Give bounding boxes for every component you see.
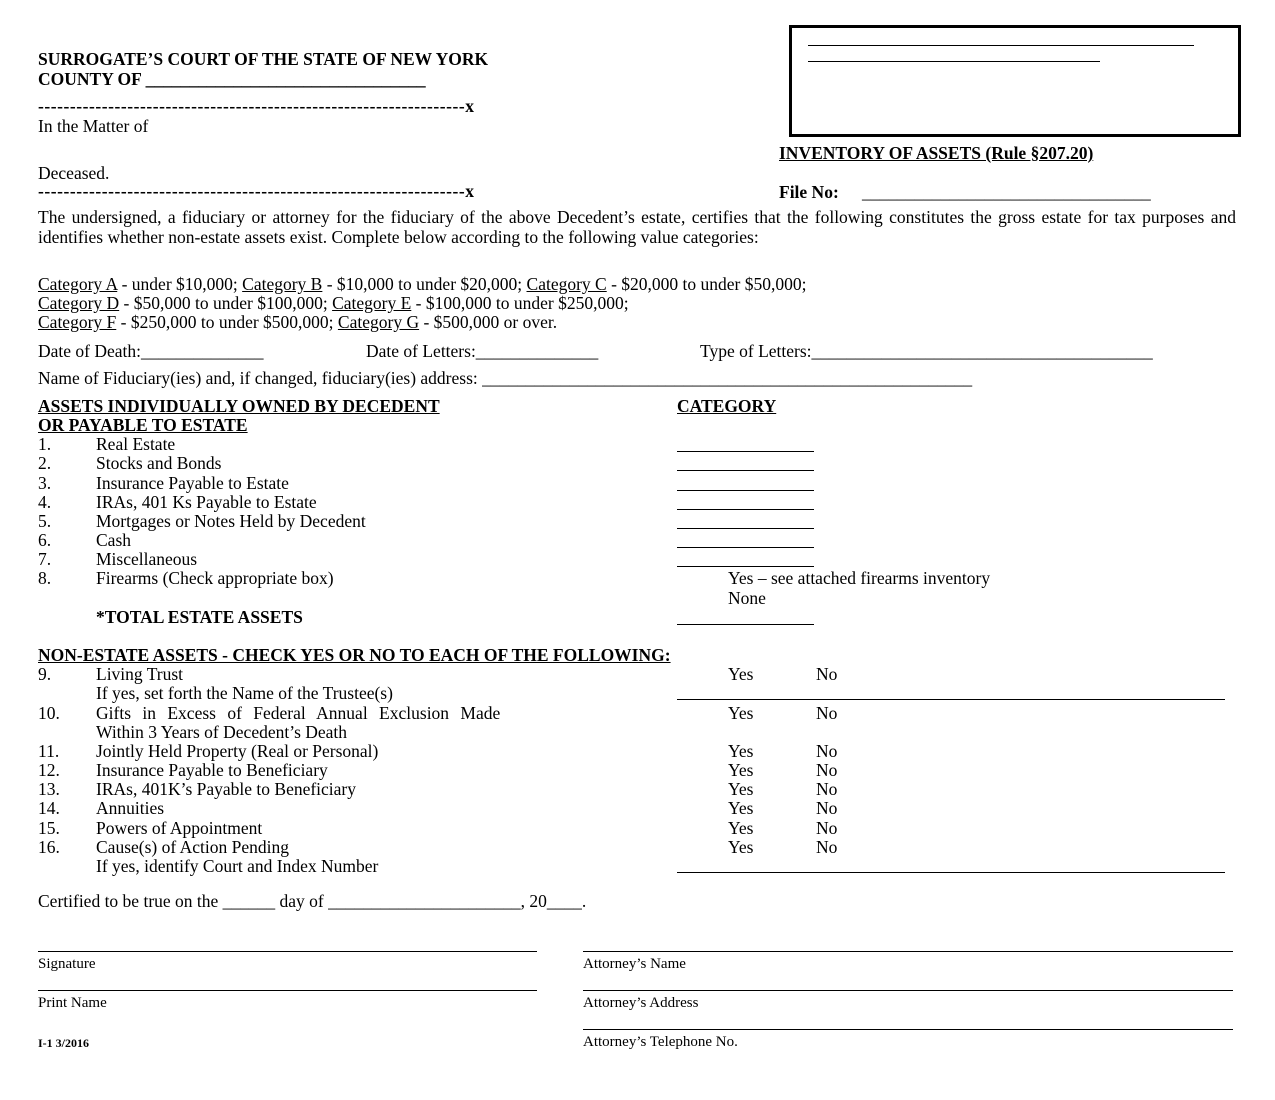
asset-num: 3. [38, 473, 52, 493]
asset-label: Real Estate [96, 434, 176, 454]
category-a-label: Category A [38, 274, 118, 294]
asset-category-field[interactable] [677, 528, 814, 529]
yes-option[interactable]: Yes [728, 837, 754, 857]
asset-label: Cash [96, 530, 131, 550]
asset-label: Miscellaneous [96, 549, 198, 569]
intro-paragraph: The undersigned, a fiduciary or attorney for the fiduciary of the above Decedent’s estate, certifies that the following constitutes the gross estate for tax purposes and identifies whether non-estate assets exist. Complete below according to the following value categories: [38, 207, 1236, 247]
category-line-1 [38, 275, 807, 294]
county-field[interactable]: COUNTY OF ________________________________ [38, 69, 426, 89]
matter-label: In the Matter of [38, 116, 149, 136]
attorney-phone-label: Attorney’s Telephone No. [583, 1034, 738, 1050]
caption-divider-bottom: -------------------------------------------------------------------x [38, 181, 475, 201]
yes-option[interactable]: Yes [728, 741, 754, 761]
trustee-name-field[interactable] [677, 699, 1225, 700]
no-option[interactable]: No [816, 741, 838, 761]
asset-num: 8. [38, 568, 52, 588]
nonestate-num: 13. [38, 779, 60, 799]
form-code: I-1 3/2016 [38, 1036, 89, 1050]
nonestate-heading: NON-ESTATE ASSETS - CHECK YES OR NO TO EACH OF THE FOLLOWING: [38, 645, 671, 665]
no-option[interactable]: No [816, 818, 838, 838]
form-title: INVENTORY OF ASSETS (Rule §207.20) [779, 143, 1094, 163]
category-b-label: Category B [242, 274, 323, 294]
nonestate-label: Gifts in Excess of Federal Annual Exclusion Made [96, 703, 501, 723]
nonestate-label: IRAs, 401K’s Payable to Beneficiary [96, 779, 357, 799]
category-e-desc: - $100,000 to under $250,000; [411, 293, 629, 313]
category-c-desc: - $20,000 to under $50,000; [606, 274, 807, 294]
nonestate-label: Jointly Held Property (Real or Personal) [96, 741, 379, 761]
asset-num: 4. [38, 492, 52, 512]
date-of-death-field[interactable]: Date of Death:______________ [38, 341, 264, 361]
fiduciary-field[interactable]: Name of Fiduciary(ies) and, if changed, fiduciary(ies) address: ________________________________________________________ [38, 368, 973, 388]
gifts-continuation: Within 3 Years of Decedent’s Death [96, 722, 348, 742]
nonestate-num: 11. [38, 741, 60, 761]
attorney-phone-field[interactable] [583, 1029, 1233, 1030]
asset-label: IRAs, 401 Ks Payable to Estate [96, 492, 317, 512]
total-category-field[interactable] [677, 624, 814, 625]
asset-category-field[interactable] [677, 547, 814, 548]
asset-label: Insurance Payable to Estate [96, 473, 289, 493]
category-line-2 [38, 294, 629, 313]
asset-num: 7. [38, 549, 52, 569]
no-option[interactable]: No [816, 760, 838, 780]
yes-option[interactable]: Yes [728, 798, 754, 818]
category-line-3 [38, 313, 557, 332]
no-option[interactable]: No [816, 664, 838, 684]
print-name-field[interactable] [38, 990, 537, 991]
asset-label: Firearms (Check appropriate box) [96, 568, 334, 588]
category-e-label: Category E [332, 293, 412, 313]
asset-category-field[interactable] [677, 490, 814, 491]
category-c-label: Category C [526, 274, 607, 294]
asset-label: Stocks and Bonds [96, 453, 222, 473]
date-of-letters-field[interactable]: Date of Letters:______________ [366, 341, 599, 361]
asset-label: Mortgages or Notes Held by Decedent [96, 511, 366, 531]
nonestate-label: Living Trust [96, 664, 184, 684]
nonestate-num: 14. [38, 798, 60, 818]
asset-num: 5. [38, 511, 52, 531]
assets-heading-1: ASSETS INDIVIDUALLY OWNED BY DECEDENT [38, 396, 440, 416]
court-title: SURROGATE’S COURT OF THE STATE OF NEW YORK [38, 49, 489, 69]
stamp-line-1 [808, 45, 1194, 46]
court-index-field[interactable] [677, 872, 1225, 873]
asset-category-field[interactable] [677, 566, 814, 567]
attorney-address-label: Attorney’s Address [583, 995, 699, 1011]
assets-heading-2: OR PAYABLE TO ESTATE [38, 415, 248, 435]
asset-num: 2. [38, 453, 52, 473]
category-d-desc: - $50,000 to under $100,000; [119, 293, 333, 313]
yes-option[interactable]: Yes [728, 703, 754, 723]
category-a-desc: - under $10,000; [117, 274, 243, 294]
trustee-note: If yes, set forth the Name of the Trustee(s) [96, 683, 393, 703]
nonestate-label: Insurance Payable to Beneficiary [96, 760, 328, 780]
signature-label: Signature [38, 956, 96, 972]
category-b-desc: - $10,000 to under $20,000; [322, 274, 527, 294]
nonestate-num: 12. [38, 760, 60, 780]
asset-num: 1. [38, 434, 52, 454]
attorney-name-label: Attorney’s Name [583, 956, 686, 972]
nonestate-label: Cause(s) of Action Pending [96, 837, 289, 857]
category-f-desc: - $250,000 to under $500,000; [116, 312, 338, 332]
category-f-label: Category F [38, 312, 117, 332]
stamp-line-2 [808, 61, 1100, 62]
nonestate-num: 15. [38, 818, 60, 838]
category-g-label: Category G [337, 312, 420, 332]
asset-category-field[interactable] [677, 509, 814, 510]
firearms-yes-option[interactable]: Yes – see attached firearms inventory [728, 568, 991, 588]
deceased-label: Deceased. [38, 163, 110, 183]
yes-option[interactable]: Yes [728, 779, 754, 799]
yes-option[interactable]: Yes [728, 664, 754, 684]
no-option[interactable]: No [816, 798, 838, 818]
yes-option[interactable]: Yes [728, 818, 754, 838]
asset-category-field[interactable] [677, 451, 814, 452]
attorney-name-field[interactable] [583, 951, 1233, 952]
nonestate-num: 16. [38, 837, 60, 857]
yes-option[interactable]: Yes [728, 760, 754, 780]
no-option[interactable]: No [816, 779, 838, 799]
court-stamp-box[interactable] [789, 25, 1241, 137]
file-no-field[interactable]: _________________________________ [862, 182, 1151, 202]
signature-field[interactable] [38, 951, 537, 952]
caption-divider-top: -------------------------------------------------------------------x [38, 96, 475, 116]
type-of-letters-field[interactable]: Type of Letters:_______________________________________ [700, 341, 1153, 361]
firearms-none-option[interactable]: None [728, 588, 766, 608]
asset-num: 6. [38, 530, 52, 550]
nonestate-num: 10. [38, 703, 60, 723]
category-heading: CATEGORY [677, 396, 777, 416]
no-option[interactable]: No [816, 837, 838, 857]
no-option[interactable]: No [816, 703, 838, 723]
category-g-desc: - $500,000 or over. [419, 312, 558, 332]
court-index-note: If yes, identify Court and Index Number [96, 856, 379, 876]
print-name-label: Print Name [38, 995, 107, 1011]
file-no-label: File No: [779, 182, 839, 202]
asset-category-field[interactable] [677, 470, 814, 471]
category-d-label: Category D [38, 293, 120, 313]
nonestate-label: Powers of Appointment [96, 818, 263, 838]
attorney-address-field[interactable] [583, 990, 1233, 991]
certification-line[interactable]: Certified to be true on the ______ day of ______________________, 20____. [38, 891, 587, 911]
total-estate-label: *TOTAL ESTATE ASSETS [96, 607, 303, 627]
nonestate-label: Annuities [96, 798, 165, 818]
nonestate-num: 9. [38, 664, 52, 684]
